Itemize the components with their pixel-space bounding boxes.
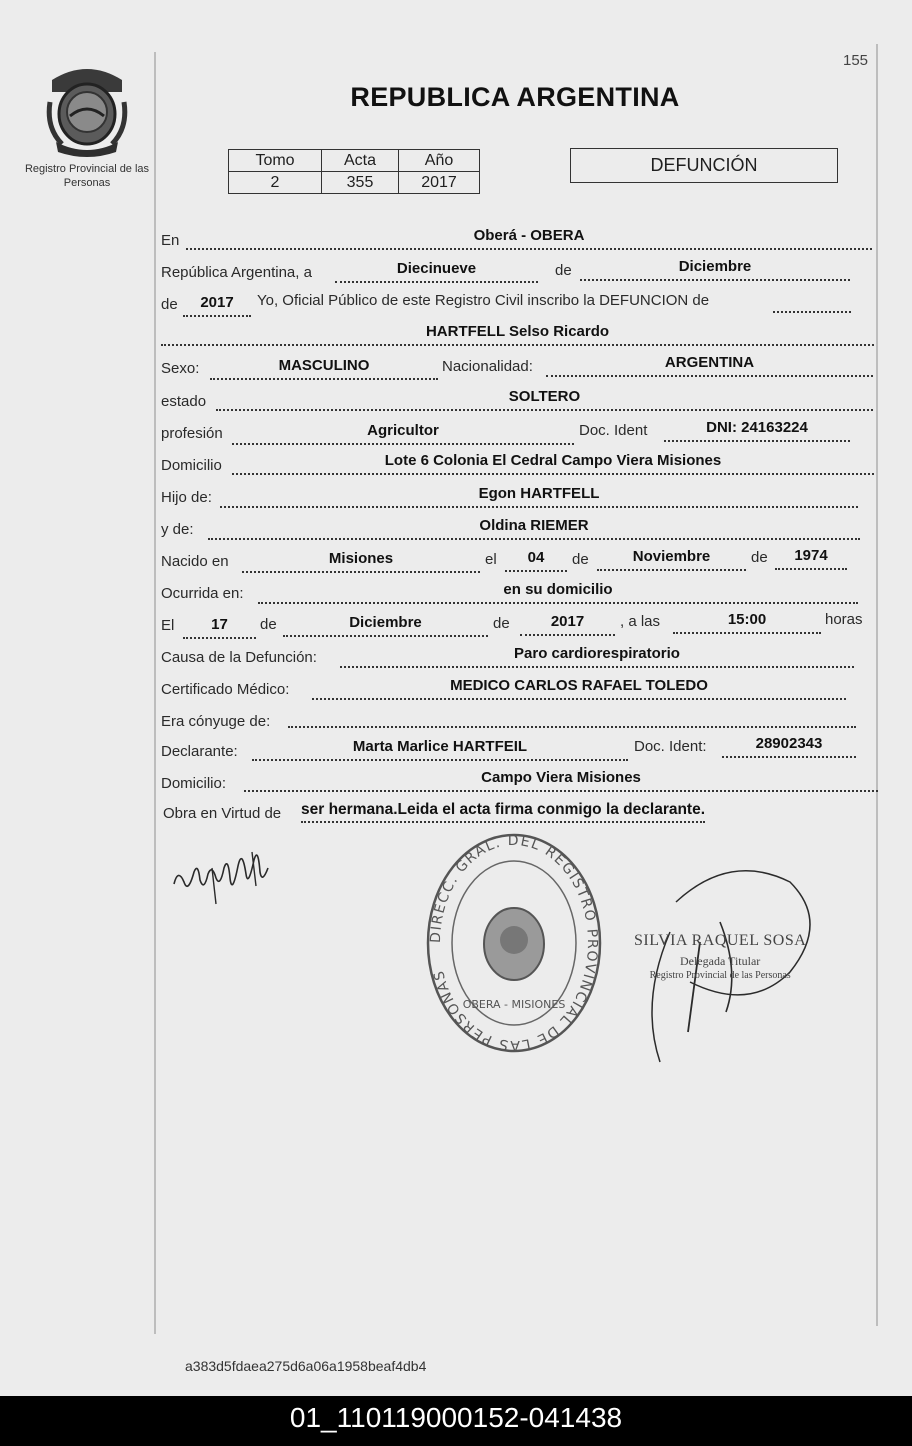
field-nacionalidad: ARGENTINA <box>546 355 873 377</box>
label-yo-text: Yo, Oficial Público de este Registro Civil inscribo la DEFUNCION de <box>257 292 710 309</box>
field-sexo: MASCULINO <box>210 358 438 380</box>
field-def-dia: 17 <box>183 617 256 639</box>
field-declarante-domicilio: Campo Viera Misiones <box>244 770 878 792</box>
label-domicilio: Domicilio <box>161 457 222 474</box>
tomo-header: Tomo <box>229 150 322 172</box>
label-domicilio2: Domicilio: <box>161 775 227 792</box>
tomo-value: 2 <box>229 172 322 194</box>
document-id: 01_110119000152-041438 <box>289 1402 623 1433</box>
document-hash: a383d5fdaea275d6a06a1958beaf4db4 <box>185 1358 427 1374</box>
label-nacido-en: Nacido en <box>161 553 229 570</box>
field-declarante-doc: 28902343 <box>722 736 856 758</box>
label-de: de <box>555 262 572 279</box>
signer-office: Registro Provincial de las Personas <box>649 970 791 981</box>
field-nacido-en: Misiones <box>242 551 480 573</box>
provincia-misiones-seal-logo <box>46 62 128 158</box>
field-declarante: Marta Marlice HARTFEIL <box>252 739 628 761</box>
label-de4: de <box>751 549 768 566</box>
acta-value: 355 <box>322 172 399 194</box>
label-a-las: , a las <box>620 613 661 630</box>
field-doc: DNI: 24163224 <box>664 420 850 442</box>
label-de3: de <box>572 551 589 568</box>
field-causa: Paro cardiorespiratorio <box>340 646 854 668</box>
field-nombre: HARTFELL Selso Ricardo <box>161 324 874 346</box>
field-profesion: Agricultor <box>232 423 574 445</box>
acta-header: Acta <box>322 150 399 172</box>
registry-table <box>228 149 480 194</box>
label-doc-ident: Doc. Ident <box>579 422 648 439</box>
field-nac-mes: Noviembre <box>597 549 746 571</box>
field-certificado: MEDICO CARLOS RAFAEL TOLEDO <box>312 678 846 700</box>
record-type-box: DEFUNCIÓN <box>570 148 838 183</box>
page-number: 155 <box>843 52 869 69</box>
right-margin-line <box>876 44 878 1326</box>
field-obra-virtud: ser hermana.Leida el acta firma conmigo la declarante. <box>301 801 705 823</box>
anio-value: 2017 <box>399 172 480 194</box>
label-sexo: Sexo: <box>161 360 200 377</box>
declarant-signature <box>168 838 278 910</box>
field-conyuge <box>288 706 856 728</box>
label-certificado: Certificado Médico: <box>161 681 290 698</box>
field-nac-anio: 1974 <box>775 548 847 570</box>
signer-role: Delegada Titular <box>679 954 761 968</box>
signer-block <box>634 932 806 981</box>
field-def-mes: Diciembre <box>283 615 488 637</box>
label-y-de: y de: <box>161 521 194 538</box>
label-en: En <box>161 232 180 249</box>
label-obra-virtud: Obra en Virtud de <box>163 805 282 822</box>
field-domicilio: Lote 6 Colonia El Cedral Campo Viera Misiones <box>232 453 874 475</box>
label-de5: de <box>260 616 277 633</box>
field-ocurrida-en: en su domicilio <box>258 582 858 604</box>
signer-name: SILVIA RAQUEL SOSA <box>634 932 807 949</box>
field-nac-dia: 04 <box>505 550 567 572</box>
document-id-bar <box>0 1396 912 1446</box>
anio-header: Año <box>399 150 480 172</box>
stamp-inner-text: OBERA - MISIONES <box>462 998 566 1011</box>
field-anio-inscripcion: 2017 <box>183 295 251 317</box>
label-declarante: Declarante: <box>161 743 238 760</box>
field-lugar: Oberá - OBERA <box>186 228 872 250</box>
label-conyuge: Era cónyuge de: <box>161 713 271 730</box>
official-stamp <box>424 832 604 1054</box>
left-margin-line <box>154 52 156 1334</box>
field-blank-defuncion <box>773 291 851 313</box>
label-ocurrida-en: Ocurrida en: <box>161 585 244 602</box>
label-doc-ident2: Doc. Ident: <box>634 738 707 755</box>
label-el: el <box>485 551 497 568</box>
label-horas: horas <box>825 611 863 628</box>
label-profesion: profesión <box>161 425 223 442</box>
label-nacionalidad: Nacionalidad: <box>442 358 533 375</box>
field-padre: Egon HARTFELL <box>220 486 858 508</box>
label-de2: de <box>161 296 178 313</box>
field-mes-inscripcion: Diciembre <box>580 259 850 281</box>
label-causa: Causa de la Defunción: <box>161 649 317 666</box>
field-madre: Oldina RIEMER <box>208 518 860 540</box>
agency-name: Registro Provincial de las Personas <box>24 163 150 189</box>
field-def-hora: 15:00 <box>673 612 821 634</box>
field-def-anio: 2017 <box>520 614 615 636</box>
label-el2: El <box>161 617 175 634</box>
label-de6: de <box>493 615 510 632</box>
field-dia-inscripcion: Diecinueve <box>335 261 538 283</box>
stamp-outer-text: DIRECC. GRAL. DEL REGISTRO PROVINCIAL DE LAS PERSONAS <box>427 832 601 1054</box>
label-estado: estado <box>161 393 207 410</box>
field-estado: SOLTERO <box>216 389 873 411</box>
label-republica: República Argentina, a <box>161 264 312 281</box>
page-title: REPUBLICA ARGENTINA <box>350 82 680 112</box>
label-hijo-de: Hijo de: <box>161 489 212 506</box>
